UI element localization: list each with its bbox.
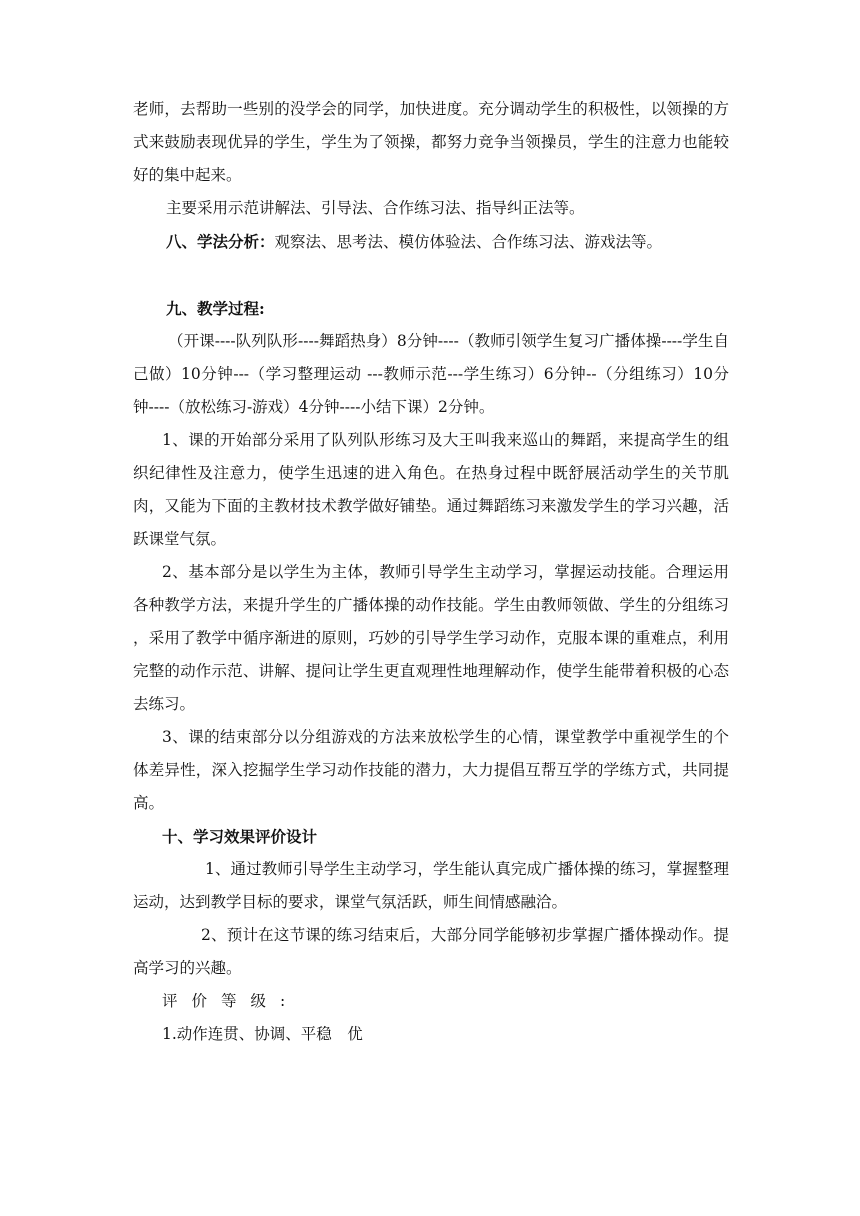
paragraph-eval-2: 2、预计在这节课的练习结束后，大部分同学能够初步掌握广播体操动作。提高学习的兴趣。	[133, 926, 729, 977]
section-8-heading: 八、学法分析：	[166, 232, 275, 251]
paragraph-item-1: 1、课的开始部分采用了队列队形练习及大王叫我来巡山的舞蹈，来提高学生的组织纪律性及注意力，使学生迅速的进入角色。在热身过程中既舒展活动学生的关节肌肉，又能为下面的主教材技术教学做好铺垫。通过舞蹈练习来激发学生的学习兴趣，活跃课堂气氛。	[133, 431, 729, 548]
paragraph-eval-1: 1、通过教师引导学生主动学习，学生能认真完成广播体操的练习，掌握整理运动，达到教学目标的要求，课堂气氛活跃，师生间情感融洽。	[133, 860, 729, 911]
section-9-heading: 九、教学过程:	[166, 299, 265, 318]
blank-line	[133, 259, 729, 292]
grade-item-1: 1.动作连贯、协调、平稳 优	[162, 1025, 363, 1043]
section-8	[133, 225, 729, 259]
paragraph-item-3: 3、课的结束部分以分组游戏的方法来放松学生的心情，课堂教学中重视学生的个体差异性，深入挖掘学生学习动作技能的潜力，大力提倡互帮互学的学练方式，共同提高。	[133, 728, 729, 812]
section-8-text: 观察法、思考法、模仿体验法、合作练习法、游戏法等。	[274, 233, 663, 251]
paragraph-item-2: 2、基本部分是以学生为主体，教师引导学生主动学习，掌握运动技能。合理运用各种教学方法，来提升学生的广播体操的动作技能。学生由教师领做、学生的分组练习 ，采用了教学中循序渐进的原则，巧妙的引导学生学习动作，克服本课的重难点，利用完整的动作示范、讲解、提问让学生更直观理性地理解动作，使学生能带着积极的心态去练习。	[133, 563, 729, 713]
paragraph-intro: 老师，去帮助一些别的没学会的同学，加快进度。充分调动学生的积极性，以领操的方式来鼓励表现优异的学生，学生为了领操，都努力竞争当领操员，学生的注意力也能较好的集中起来。	[133, 100, 729, 184]
paragraph-process: （开课----队列队形----舞蹈热身）8分钟----（教师引领学生复习广播体操----学生自己做）10分钟---（学习整理运动 ---教师示范---学生练习）6分钟--（分组练习）10分钟----（放松练习-游戏）4分钟----小结下课）2分钟。	[133, 332, 729, 416]
document-body	[133, 93, 729, 1051]
paragraph-methods: 主要采用示范讲解法、引导法、合作练习法、指导纠正法等。	[166, 199, 585, 217]
section-10-heading: 十、学习效果评价设计	[162, 827, 318, 846]
grade-label: 评价等级:	[162, 992, 300, 1010]
